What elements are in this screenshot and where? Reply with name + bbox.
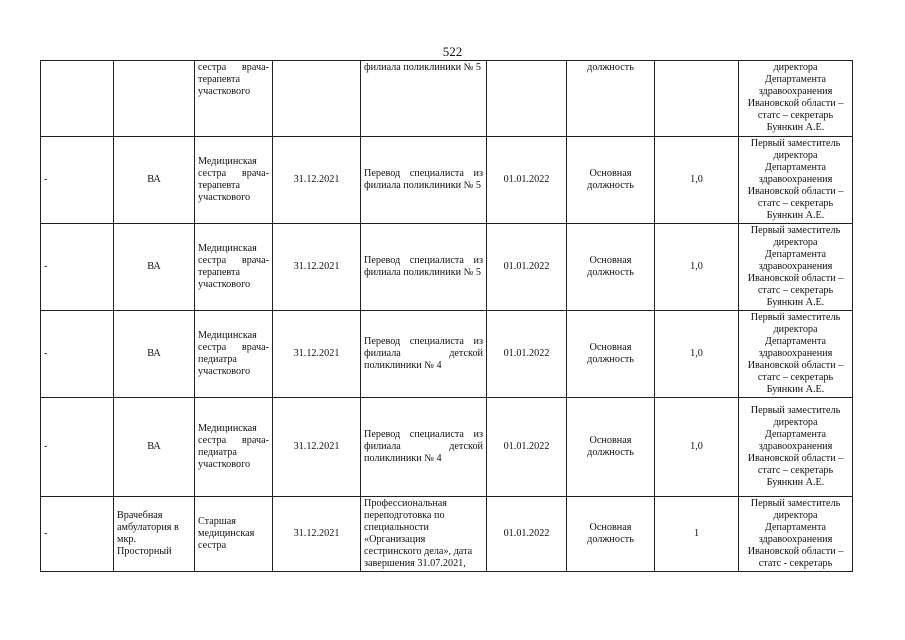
cell-number — [41, 61, 114, 137]
cell-start-date: 01.01.2022 — [487, 398, 567, 497]
cell-date: 31.12.2021 — [273, 311, 361, 398]
cell-position: Медицинская сестра врача-терапевта участкового — [195, 224, 273, 311]
cell-approver: Первый заместитель директора Департамента здравоохранения Ивановской области – статс - секретарь — [739, 497, 853, 572]
cell-position: Старшая медицинская сестра — [195, 497, 273, 572]
cell-rate: 1,0 — [655, 311, 739, 398]
cell-unit: ВА — [114, 398, 195, 497]
cell-start-date: 01.01.2022 — [487, 137, 567, 224]
cell-employment-type: Основная должность — [567, 224, 655, 311]
cell-number: - — [41, 137, 114, 224]
cell-employment-type: Основная должность — [567, 398, 655, 497]
cell-unit: ВА — [114, 137, 195, 224]
cell-approver: Первый заместитель директора Департамента здравоохранения Ивановской области – статс – секретарь Буянкин А.Е. — [739, 224, 853, 311]
cell-employment-type: Основная должность — [567, 137, 655, 224]
cell-number: - — [41, 224, 114, 311]
cell-date: 31.12.2021 — [273, 137, 361, 224]
cell-position: Медицинская сестра врача-педиатра участкового — [195, 398, 273, 497]
cell-number: - — [41, 311, 114, 398]
cell-basis: Перевод специалиста из филиала детской поликлиники № 4 — [361, 311, 487, 398]
cell-unit: ВА — [114, 311, 195, 398]
document-table — [40, 60, 853, 572]
cell-start-date: 01.01.2022 — [487, 497, 567, 572]
table-row — [41, 497, 853, 572]
table-row — [41, 398, 853, 497]
cell-unit: ВА — [114, 224, 195, 311]
cell-unit: Врачебная амбулатория в мкр. Просторный — [114, 497, 195, 572]
cell-approver: Первый заместитель директора Департамента здравоохранения Ивановской области – статс – секретарь Буянкин А.Е. — [739, 398, 853, 497]
cell-unit — [114, 61, 195, 137]
cell-employment-type: Основная должность — [567, 497, 655, 572]
cell-date: 31.12.2021 — [273, 497, 361, 572]
cell-position: Медицинская сестра врача-педиатра участкового — [195, 311, 273, 398]
table-row — [41, 61, 853, 137]
table-row — [41, 311, 853, 398]
cell-rate: 1,0 — [655, 137, 739, 224]
table-row — [41, 137, 853, 224]
cell-position: Медицинская сестра врача-терапевта участкового — [195, 137, 273, 224]
cell-date: 31.12.2021 — [273, 398, 361, 497]
cell-basis: Профессиональная переподготовка по специальности «Организация сестринского дела», дата завершения 31.07.2021, — [361, 497, 487, 572]
cell-approver: директора Департамента здравоохранения Ивановской области – статс – секретарь Буянкин А.Е. — [739, 61, 853, 137]
cell-rate: 1,0 — [655, 224, 739, 311]
cell-date: 31.12.2021 — [273, 224, 361, 311]
cell-number: - — [41, 497, 114, 572]
cell-position: сестра врача-терапевта участкового — [195, 61, 273, 137]
cell-start-date: 01.01.2022 — [487, 311, 567, 398]
cell-approver: Первый заместитель директора Департамента здравоохранения Ивановской области – статс – секретарь Буянкин А.Е. — [739, 311, 853, 398]
cell-number: - — [41, 398, 114, 497]
table-row — [41, 224, 853, 311]
cell-start-date — [487, 61, 567, 137]
cell-rate — [655, 61, 739, 137]
cell-basis: Перевод специалиста из филиала детской поликлиники № 4 — [361, 398, 487, 497]
cell-basis: Перевод специалиста из филиала поликлиники № 5 — [361, 224, 487, 311]
cell-basis: филиала поликлиники № 5 — [361, 61, 487, 137]
cell-employment-type: должность — [567, 61, 655, 137]
cell-date — [273, 61, 361, 137]
cell-start-date: 01.01.2022 — [487, 224, 567, 311]
cell-approver: Первый заместитель директора Департамента здравоохранения Ивановской области – статс – секретарь Буянкин А.Е. — [739, 137, 853, 224]
cell-basis: Перевод специалиста из филиала поликлиники № 5 — [361, 137, 487, 224]
cell-rate: 1,0 — [655, 398, 739, 497]
page-number: 522 — [442, 44, 463, 59]
cell-employment-type: Основная должность — [567, 311, 655, 398]
cell-rate: 1 — [655, 497, 739, 572]
